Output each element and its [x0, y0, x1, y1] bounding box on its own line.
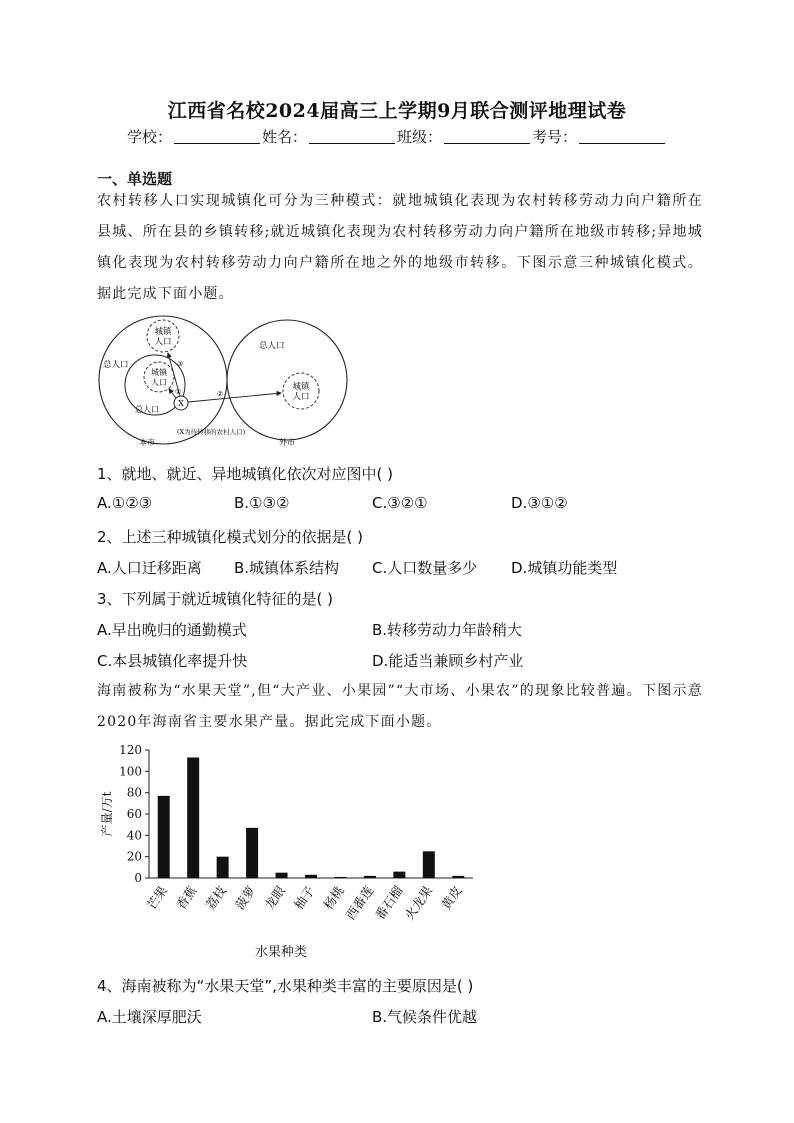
x-tick-label: 西番莲 [342, 883, 377, 923]
path-3-label: ③ [177, 360, 184, 368]
other-city-circle [227, 320, 347, 440]
q2-option-c[interactable]: C.人口数量多少 [372, 559, 478, 577]
q1-option-a[interactable]: A.①②③ [97, 494, 153, 512]
page-title: 江西省名校2024届高三上学期9月联合测评地理试卷 [167, 100, 627, 122]
y-tick-label: 60 [126, 807, 142, 821]
y-tick-label: 120 [119, 743, 142, 757]
q4-option-b[interactable]: B.气候条件优越 [372, 1008, 478, 1026]
x-tick-label: 黄皮 [438, 883, 465, 913]
q1-option-c[interactable]: C.③②① [372, 494, 428, 512]
bar-火龙果 [423, 851, 435, 878]
other-total-label: 总人口 [259, 341, 285, 351]
q3-option-c[interactable]: C.本县城镇化率提升快 [97, 652, 248, 670]
x-tick-label: 杨桃 [320, 883, 347, 913]
city-town-label-2: 人口 [154, 337, 172, 347]
passage-2: 海南被称为“水果天堂”,但“大产业、小果园”“大市场、小果农”的现象比较普遍。下图示意2020年海南省主要水果产量。据此完成下面小题。 [97, 683, 703, 730]
y-tick-label: 80 [126, 785, 142, 800]
path-2-label: ② [217, 390, 224, 398]
school-blank[interactable] [174, 129, 260, 144]
question-2-stem: 2、上述三种城镇化模式划分的依据是( ) [97, 528, 364, 546]
q2-option-d[interactable]: D.城镇功能类型 [511, 559, 618, 577]
fruit-production-chart [97, 740, 483, 965]
bar-西番莲 [364, 876, 376, 878]
q3-option-b[interactable]: B.转移劳动力年龄稍大 [372, 621, 523, 639]
x-tick-label: 芒果 [143, 883, 171, 913]
x-axis-label: 水果种类 [254, 945, 308, 960]
bar-黄皮 [452, 876, 464, 878]
city-total-label: 总人口 [103, 360, 129, 370]
other-town-label-2: 人口 [292, 392, 310, 402]
q2-option-a[interactable]: A.人口迁移距离 [97, 559, 202, 577]
q4-option-a[interactable]: A.土壤深厚肥沃 [97, 1008, 202, 1026]
question-1-stem: 1、就地、就近、异地城镇化依次对应图中( ) [97, 465, 394, 483]
section-heading: 一、单选题 [97, 170, 173, 188]
q1-option-d[interactable]: D.③①② [511, 494, 568, 512]
bar-菠萝 [246, 828, 258, 878]
q3-option-d[interactable]: D.能适当兼顾乡村产业 [372, 652, 524, 670]
bar-龙眼 [276, 873, 288, 878]
name-label: 姓名： [261, 128, 307, 146]
y-tick-label: 0 [134, 871, 142, 885]
x-label: X [178, 399, 184, 408]
bar-杨桃 [334, 877, 346, 878]
y-axis-label: 产量/万t [100, 791, 114, 837]
x-tick-label: 龙眼 [261, 883, 289, 913]
class-blank[interactable] [444, 129, 530, 144]
exam-no-label: 考号： [532, 128, 578, 146]
q2-option-b[interactable]: B.城镇体系结构 [234, 559, 340, 577]
bar-荔枝 [217, 857, 229, 878]
path-1-label: ① [175, 388, 182, 396]
exam-no-blank[interactable] [579, 129, 665, 144]
question-3-stem: 3、下列属于就近城镇化特征的是( ) [97, 590, 334, 608]
bar-芒果 [158, 796, 170, 878]
name-blank[interactable] [309, 129, 395, 144]
x-tick-label: 番石榴 [372, 883, 406, 923]
county-town-circle [144, 362, 174, 392]
bar-柚子 [305, 875, 317, 878]
other-city-label: 外市 [279, 438, 295, 447]
x-tick-label: 菠萝 [231, 883, 259, 913]
bar-香蕉 [187, 757, 199, 878]
x-tick-label: 荔枝 [202, 883, 230, 913]
school-label: 学校： [126, 128, 172, 146]
city-town-label-1: 城镇 [154, 327, 172, 337]
bar-番石榴 [393, 872, 405, 878]
county-town-label-1: 城镇 [151, 368, 167, 377]
q1-option-b[interactable]: B.①③② [234, 494, 290, 512]
x-tick-label: 柚子 [290, 883, 318, 913]
urbanization-diagram [97, 313, 357, 453]
y-tick-label: 20 [126, 849, 142, 864]
x-tick-label: 火龙果 [401, 883, 436, 923]
this-city-label: 本市 [139, 438, 155, 447]
x-tick-label: 香蕉 [173, 883, 200, 913]
passage-1: 农村转移人口实现城镇化可分为三种模式：就地城镇化表现为农村转移劳动力向户籍所在县城、所在县的乡镇转移;就近城镇化表现为农村转移劳动力向户籍所在地级市转移;异地城镇化表现为农村转移劳动力向户籍所在地之外的地级市转移。下图示意三种城镇化模式。据此完成下面小题。 [97, 193, 703, 302]
x-note: (X为待转移的农村人口) [177, 428, 246, 436]
other-town-label-1: 城镇 [292, 382, 310, 392]
question-4-stem: 4、海南被称为“水果天堂”,水果种类丰富的主要原因是( ) [97, 977, 474, 995]
county-total-label: 总人口 [135, 405, 159, 414]
y-tick-label: 100 [119, 764, 142, 779]
county-town-label-2: 人口 [151, 378, 167, 387]
q3-option-a[interactable]: A.早出晚归的通勤模式 [97, 621, 247, 639]
student-info [0, 126, 794, 147]
class-label: 班级： [397, 128, 443, 146]
y-tick-label: 40 [126, 828, 142, 843]
